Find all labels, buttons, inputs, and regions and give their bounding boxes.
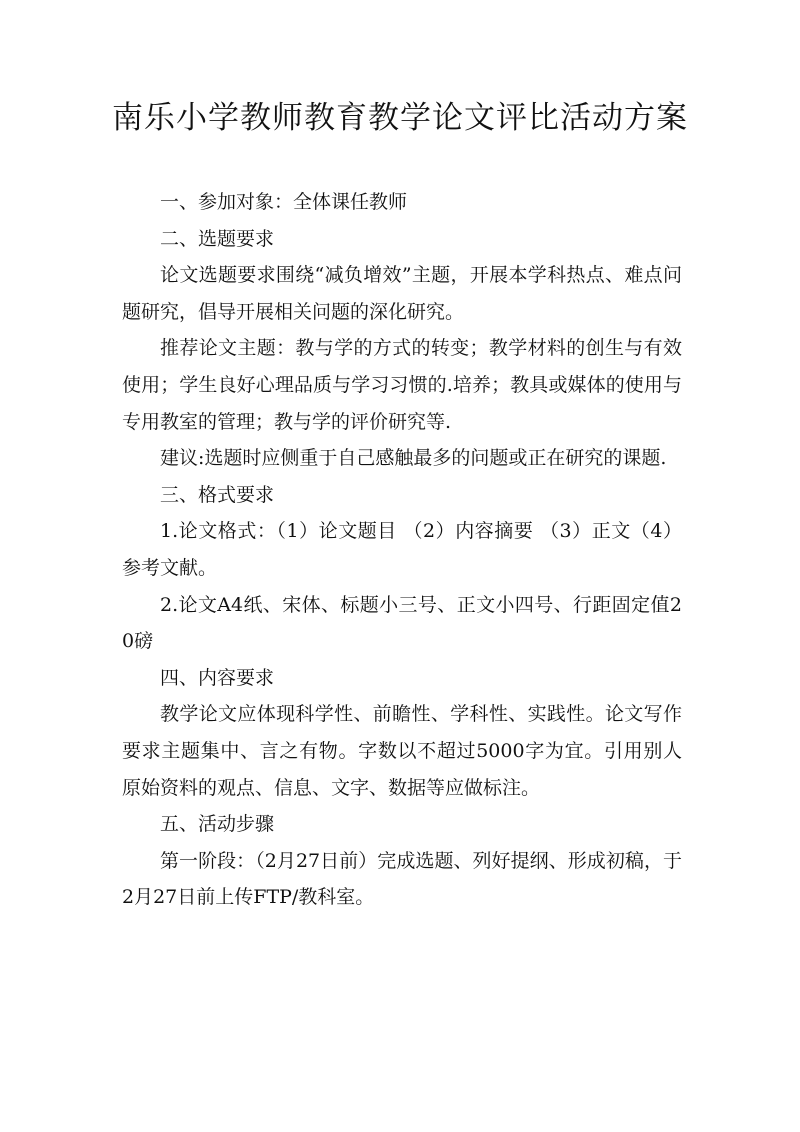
paragraph-content-rules: 教学论文应体现科学性、前瞻性、学科性、实践性。论文写作要求主题集中、言之有物。字数以不超过5000字为宜。引用别人原始资料的观点、信息、文字、数据等应做标注。 [122,703,682,799]
paragraph-recommended-topics: 推荐论文主题：教与学的方式的转变；教学材料的创生与有效使用；学生良好心理品质与学习习惯的.培养；教具或媒体的使用与专用教室的管理；教与学的评价研究等. [122,337,682,433]
heading-content-requirements: 四、内容要求 [160,666,275,689]
paragraph-stage-one: 第一阶段：（2月27日前）完成选题、列好提纲、形成初稿，于2月27日前上传FTP/教科室。 [122,849,682,909]
document-body [122,184,682,916]
paragraph-topic-scope: 论文选题要求围绕“减负增效”主题，开展本学科热点、难点问题研究，倡导开展相关问题的深化研究。 [122,264,682,323]
paragraph-suggestion: 建议:选题时应侧重于自己感触最多的问题或正在研究的课题. [160,447,667,470]
heading-activity-steps: 五、活动步骤 [160,813,275,836]
document-title: 南乐小学教师教育教学论文评比活动方案 [112,100,688,136]
paragraph-participants: 一、参加对象：全体课任教师 [160,191,408,213]
heading-topic-requirements: 二、选题要求 [160,227,275,250]
paragraph-format-structure: 1.论文格式：（1）论文题目 （2）内容摘要 （3）正文（4）参考文献。 [122,520,682,579]
heading-format-requirements: 三、格式要求 [160,483,275,506]
paragraph-format-typography: 2.论文A4纸、宋体、标题小三号、正文小四号、行距固定值20磅 [122,593,682,653]
